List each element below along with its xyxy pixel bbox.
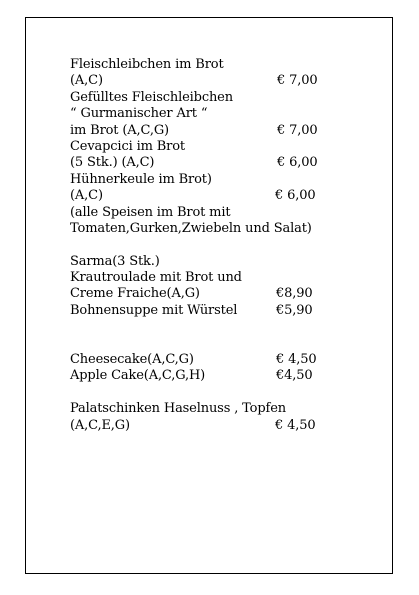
menu-line xyxy=(70,73,330,89)
item-name: Apple Cake(A,C,G,H) xyxy=(70,368,206,384)
menu-line xyxy=(70,123,330,139)
item-name: (A,C) xyxy=(70,188,103,204)
item-name: im Brot (A,C,G) xyxy=(70,122,169,138)
item-name: “ Gurmanischer Art “ xyxy=(70,106,208,122)
item-name: (A,C) xyxy=(70,73,103,89)
menu-line xyxy=(70,90,330,106)
item-name: (alle Speisen im Brot mit xyxy=(70,204,231,220)
menu-line xyxy=(70,155,330,171)
menu-line xyxy=(70,205,330,221)
item-price: € 6,00 xyxy=(275,188,316,204)
menu-line xyxy=(70,254,330,270)
item-name: Cevapcici im Brot xyxy=(70,138,185,154)
menu-line xyxy=(70,303,330,319)
item-name: Cheesecake(A,C,G) xyxy=(70,352,194,368)
menu-line xyxy=(70,401,330,417)
item-name: Fleischleibchen im Brot xyxy=(70,57,224,72)
item-name: Sarma(3 Stk.) xyxy=(70,253,160,269)
spacer xyxy=(70,385,330,401)
menu-line xyxy=(70,352,330,368)
item-name: (5 Stk.) (A,C) xyxy=(70,155,155,171)
menu-line xyxy=(70,286,330,302)
item-price: € 4,50 xyxy=(275,417,316,433)
item-price: € 7,00 xyxy=(277,122,318,138)
menu-line xyxy=(70,368,330,384)
menu-line xyxy=(70,221,330,237)
item-name: (A,C,E,G) xyxy=(70,417,130,433)
item-price: €8,90 xyxy=(276,286,313,302)
spacer xyxy=(70,319,330,352)
item-price: €5,90 xyxy=(276,302,313,318)
item-price: €4,50 xyxy=(276,368,313,384)
menu-line xyxy=(70,139,330,155)
spacer xyxy=(70,237,330,253)
menu-line xyxy=(70,418,330,434)
item-price: € 7,00 xyxy=(277,73,318,89)
item-name: Tomaten,Gurken,Zwiebeln und Salat) xyxy=(70,220,312,236)
menu-list xyxy=(70,57,330,434)
menu-line xyxy=(70,106,330,122)
item-name: Bohnensuppe mit Würstel xyxy=(70,302,238,318)
menu-line xyxy=(70,188,330,204)
item-name: Palatschinken Haselnuss , Topfen xyxy=(70,401,286,417)
item-name: Krautroulade mit Brot und xyxy=(70,270,242,286)
item-name: Creme Fraiche(A,G) xyxy=(70,286,200,302)
item-name: Gefülltes Fleischleibchen xyxy=(70,89,233,105)
item-name: Hühnerkeule im Brot) xyxy=(70,171,212,187)
item-price: € 4,50 xyxy=(276,352,317,368)
menu-line xyxy=(70,172,330,188)
menu-line xyxy=(70,57,330,73)
item-price: € 6,00 xyxy=(277,155,318,171)
menu-line xyxy=(70,270,330,286)
